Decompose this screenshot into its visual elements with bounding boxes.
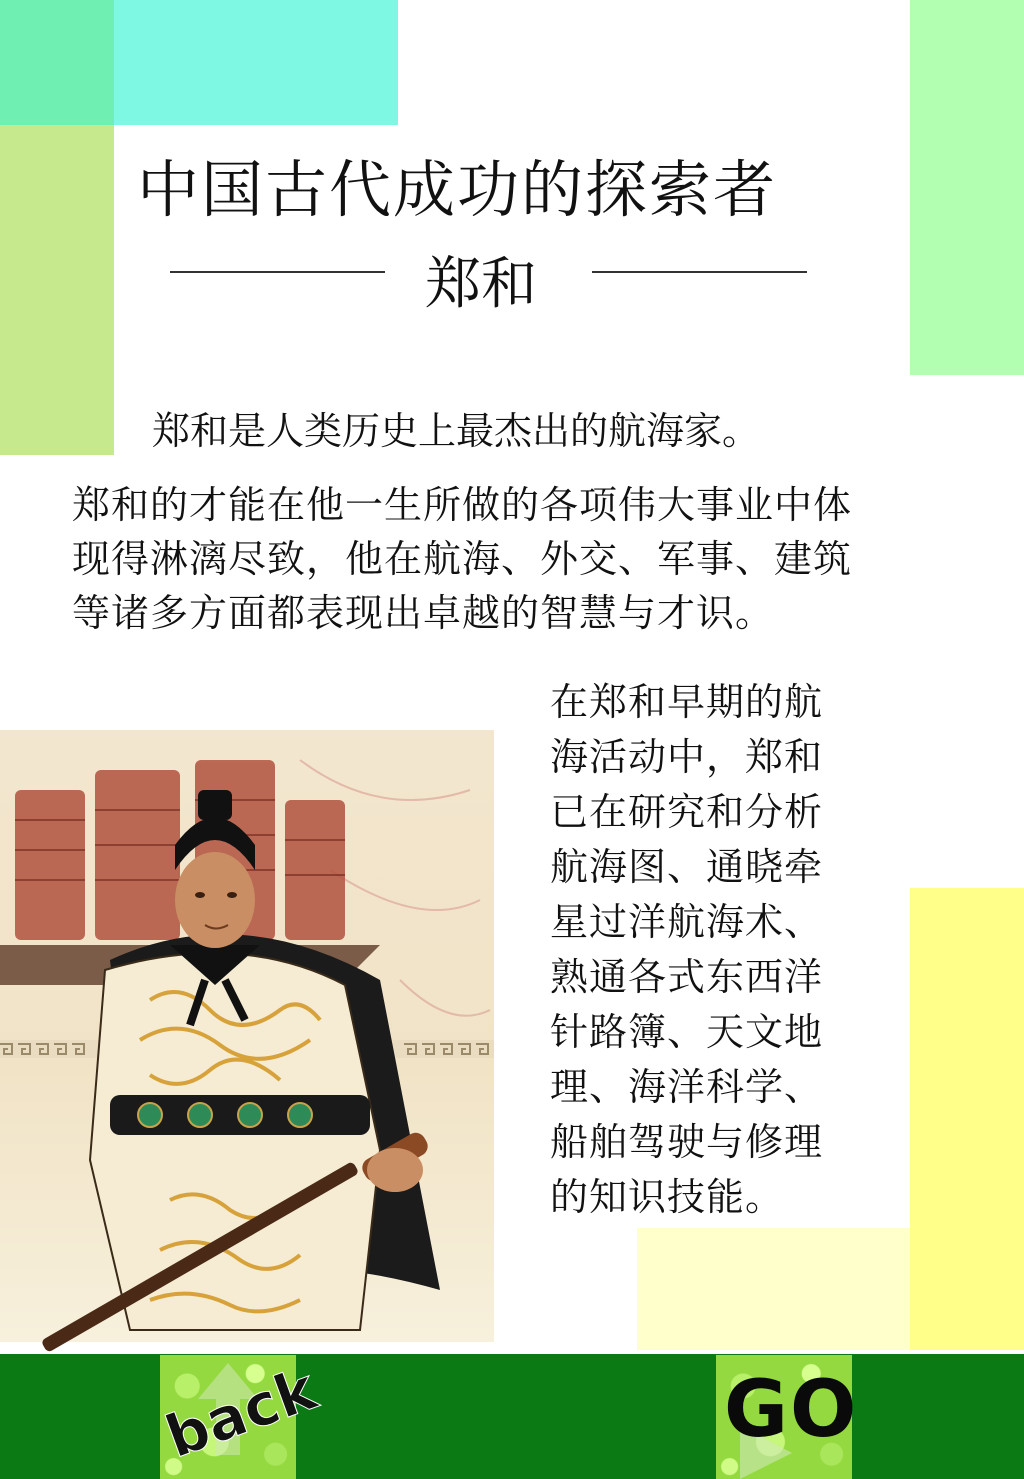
page-title: 中国古代成功的探索者 bbox=[137, 153, 778, 226]
column-line: 航海图、通晓牵 bbox=[550, 845, 824, 889]
side-column-text bbox=[550, 675, 880, 1225]
divider-left bbox=[170, 271, 385, 273]
page-subtitle: 郑和 bbox=[425, 252, 537, 317]
column-line: 星过洋航海术、 bbox=[550, 900, 824, 944]
paragraph-line: 现得淋漓尽致，他在航海、外交、军事、建筑 bbox=[72, 537, 853, 581]
lead-text: 郑和是人类历史上最杰出的航海家。 bbox=[152, 409, 761, 453]
decor-block-light-green bbox=[910, 0, 1024, 375]
back-button-label: back bbox=[157, 1354, 325, 1472]
paragraph-line: 等诸多方面都表现出卓越的智慧与才识。 bbox=[72, 591, 775, 635]
column-line: 已在研究和分析 bbox=[550, 790, 824, 834]
go-button-label: GO bbox=[724, 1365, 859, 1455]
paragraph-line: 郑和的才能在他一生所做的各项伟大事业中体 bbox=[72, 483, 853, 527]
decor-block-lime bbox=[0, 125, 114, 455]
column-line: 的知识技能。 bbox=[550, 1175, 785, 1219]
intro-paragraph bbox=[72, 478, 992, 640]
decor-block-mint bbox=[0, 0, 114, 125]
column-line: 海活动中，郑和 bbox=[550, 735, 824, 779]
zheng-he-portrait-image bbox=[0, 730, 494, 1342]
column-line: 理、海洋科学、 bbox=[550, 1065, 824, 1109]
go-button[interactable] bbox=[716, 1355, 859, 1479]
decor-block-cream bbox=[637, 1228, 910, 1350]
column-line: 熟通各式东西洋 bbox=[550, 955, 824, 999]
decor-block-yellow bbox=[910, 888, 1024, 1350]
column-line: 针路簿、天文地 bbox=[550, 1010, 824, 1054]
column-line: 在郑和早期的航 bbox=[550, 680, 824, 724]
divider-right bbox=[592, 271, 807, 273]
back-button[interactable] bbox=[157, 1354, 325, 1479]
column-line: 船舶驾驶与修理 bbox=[550, 1120, 824, 1164]
subtitle-row bbox=[170, 240, 810, 317]
bottom-bar bbox=[0, 1354, 1024, 1479]
